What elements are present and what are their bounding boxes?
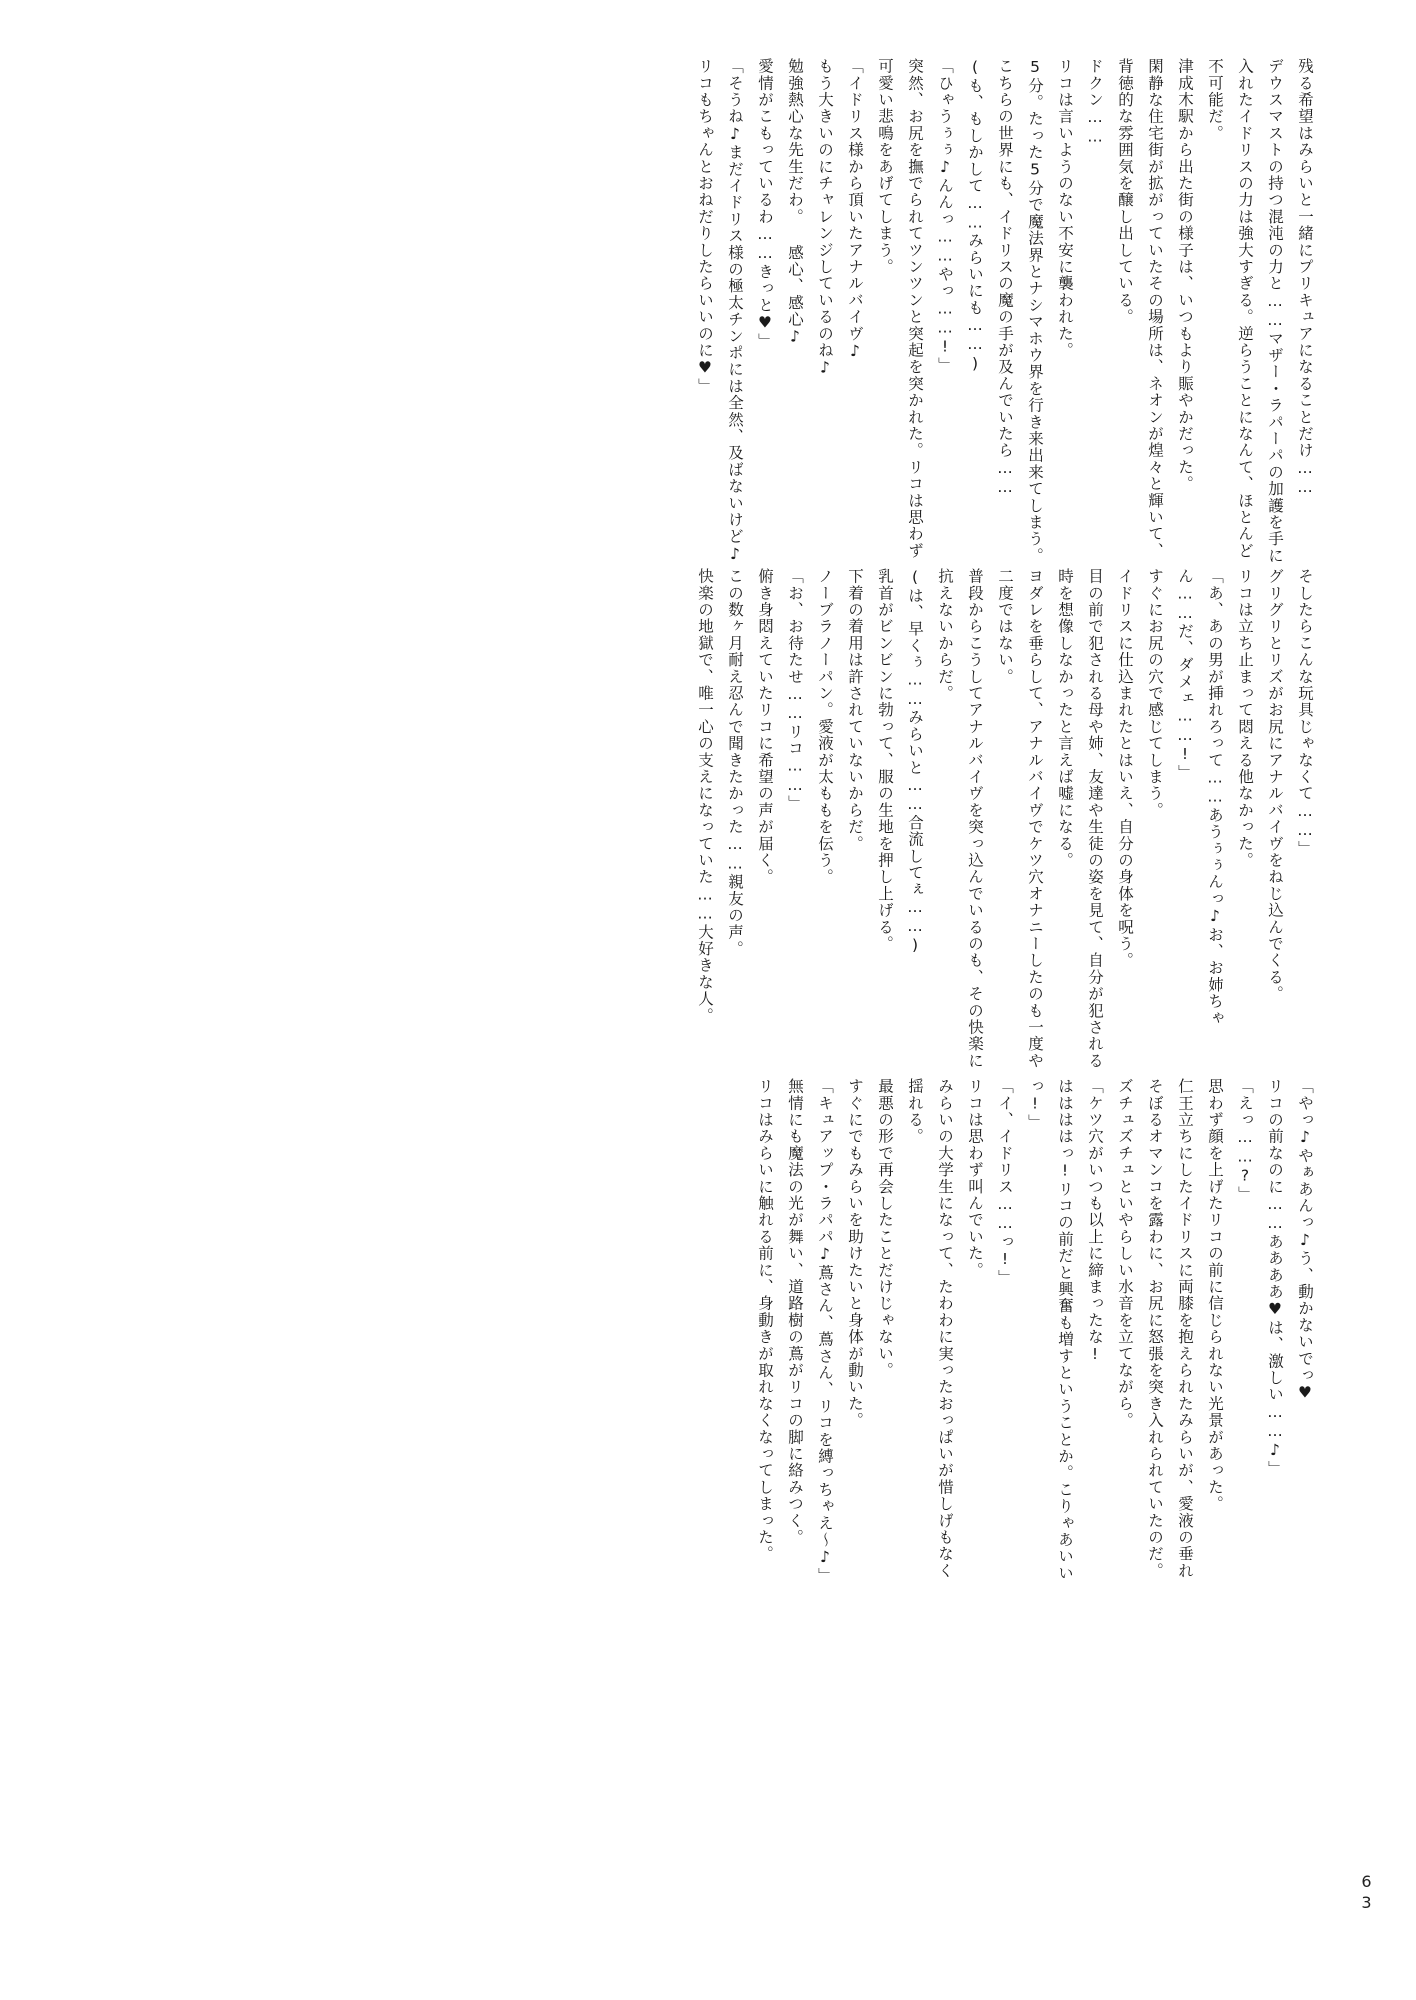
paragraph: 5分。たった5分で魔法界とナシマホウ界を行き来出来てしまう。 — [1026, 58, 1044, 564]
paragraph: 残る希望はみらいと一緒にプリキュアになることだけ…… — [1296, 58, 1314, 498]
paragraph: (は、早くぅ……みらいと……合流してぇ……) — [906, 568, 924, 956]
paragraph: デウスマストの持つ混沌の力と……マザー・ラパーパの加護を手に入れたイドリスの力は強大すぎる。逆らうことになんて、ほとんど不可能だ。 — [1206, 58, 1284, 564]
paragraph: 普段からこうしてアナルバイヴを突っ込んでいるのも、その快楽に抗えないからだ。 — [936, 568, 984, 1069]
paragraph: 無情にも魔法の光が舞い、道路樹の蔦がリコの脚に絡みつく。 — [786, 1078, 804, 1546]
paragraph: イドリスに仕込まれたとはいえ、自分の身体を呪う。 — [1116, 568, 1134, 969]
paragraph: 閑静な住宅街が拡がっていたその場所は、ネオンが煌々と輝いて、背徳的な雰囲気を醸し出している。 — [1116, 58, 1164, 559]
paragraph: この数ヶ月耐え忍んで聞きたかった……親友の声。 — [726, 568, 744, 958]
paragraph: 快楽の地獄で、唯一心の支えになっていた……大好きな人。 — [696, 568, 714, 1024]
paragraph: 目の前で犯される母や姉、友達や生徒の姿を見て、自分が犯される時を想像しなかったと言えば嘘になる。 — [1056, 568, 1104, 1069]
paragraph: リコもちゃんとおねだりしたらいいのに♥」 — [696, 58, 714, 395]
paragraph: そしたらこんな玩具じゃなくて……」 — [1296, 568, 1314, 857]
paragraph: リコは思わず叫んでいた。 — [966, 1078, 984, 1279]
paragraph: グリグリとリズがお尻にアナルバイヴをねじ込んでくる。 — [1266, 568, 1284, 1003]
paragraph: すぐにでもみらいを助けたいと身体が動いた。 — [846, 1078, 864, 1429]
paragraph: みらいの大学生になって、たわわに実ったおっぱいが惜しげもなく揺れる。 — [906, 1078, 954, 1579]
paragraph: 俯き身悶えていたリコに希望の声が届く。 — [756, 568, 774, 886]
paragraph: 「ケツ穴がいつも以上に締まったな! — [1086, 1078, 1104, 1365]
paragraph: すぐにお尻の穴で感じてしまう。 — [1146, 568, 1164, 819]
paragraph: ドクン…… — [1086, 58, 1104, 147]
paragraph: こちらの世界にも、イドリスの魔の手が及んでいたら…… — [996, 58, 1014, 498]
paragraph: 仁王立ちにしたイドリスに両膝を抱えられたみらいが、愛液の垂れそぼるオマンコを露わに、お尻に怒張を突き入れられていたのだ。 — [1146, 1078, 1194, 1579]
paragraph: 乳首がビンビンに勃って、服の生地を押し上げる。 — [876, 568, 894, 953]
paragraph: 「そうね♪まだイドリス様の極太チンポには全然、及ばないけど♪ — [726, 58, 744, 564]
paragraph: 津成木駅から出た街の様子は、いつもより賑やかだった。 — [1176, 58, 1194, 493]
paragraph: 「あ、あの男が挿れろって……あうぅぅんっ♪お、お姉ちゃん……だ、ダメェ……!」 — [1176, 568, 1224, 1027]
paragraph: 下着の着用は許されていないからだ。 — [846, 568, 864, 852]
paragraph: もう大きいのにチャレンジしているのね♪ — [816, 58, 834, 378]
paragraph: 愛情がこもっているわ……きっと♥」 — [756, 58, 774, 350]
paragraph: リコは言いようのない不安に襲われた。 — [1056, 58, 1074, 359]
paragraph: 思わず顔を上げたリコの前に信じられない光景があった。 — [1206, 1078, 1224, 1513]
paragraph: ははははっ!リコの前だと興奮も増すということか。こりゃあいいっ!」 — [1026, 1078, 1074, 1582]
paragraph: 「イドリス様から頂いたアナルバイヴ♪ — [846, 58, 864, 362]
paragraph: リコは立ち止まって悶える他なかった。 — [1236, 568, 1254, 869]
paragraph: リコはみらいに触れる前に、身動きが取れなくなってしまった。 — [756, 1078, 774, 1563]
text-block — [696, 568, 1320, 1078]
paragraph: (も、もしかして……みらいにも……) — [966, 58, 984, 374]
paragraph: 「イ、イドリス……っ!」 — [996, 1078, 1014, 1286]
paragraph: 「ひゃうぅぅ♪んんっ……やっ……!」 — [936, 58, 954, 374]
novel-text-area — [96, 58, 1320, 1588]
paragraph: リコの前なのに……ああああ♥は、激しい……♪」 — [1266, 1078, 1284, 1478]
text-block — [696, 58, 1320, 568]
text-block — [756, 1078, 1320, 1588]
page-number: 63 — [1357, 1872, 1376, 1914]
paragraph: ズチュズチュといやらしい水音を立てながら。 — [1116, 1078, 1134, 1429]
paragraph: ノーブラノーパン。愛液が太ももを伝う。 — [816, 568, 834, 886]
paragraph: 「キュアップ・ラパパ♪蔦さん、蔦さん、リコを縛っちゃえ～♪」 — [816, 1078, 834, 1584]
paragraph: 「やっ♪やぁあんっ♪う、動かないでっ♥ — [1296, 1078, 1314, 1403]
paragraph: 最悪の形で再会したことだけじゃない。 — [876, 1078, 894, 1379]
paragraph: 突然、お尻を撫でられてツンツンと突起を突かれた。リコは思わず可愛い悲鳴をあげてしまう。 — [876, 58, 924, 559]
paragraph: 勉強熱心な先生だわ。 感心、感心♪ — [786, 58, 804, 347]
paragraph: 「お、お待たせ……リコ……」 — [786, 568, 804, 812]
paragraph: ヨダレを垂らして、アナルバイヴでケツ穴オナニーしたのも一度や二度ではない。 — [996, 568, 1044, 1069]
paragraph: 「えっ……?」 — [1236, 1078, 1254, 1203]
